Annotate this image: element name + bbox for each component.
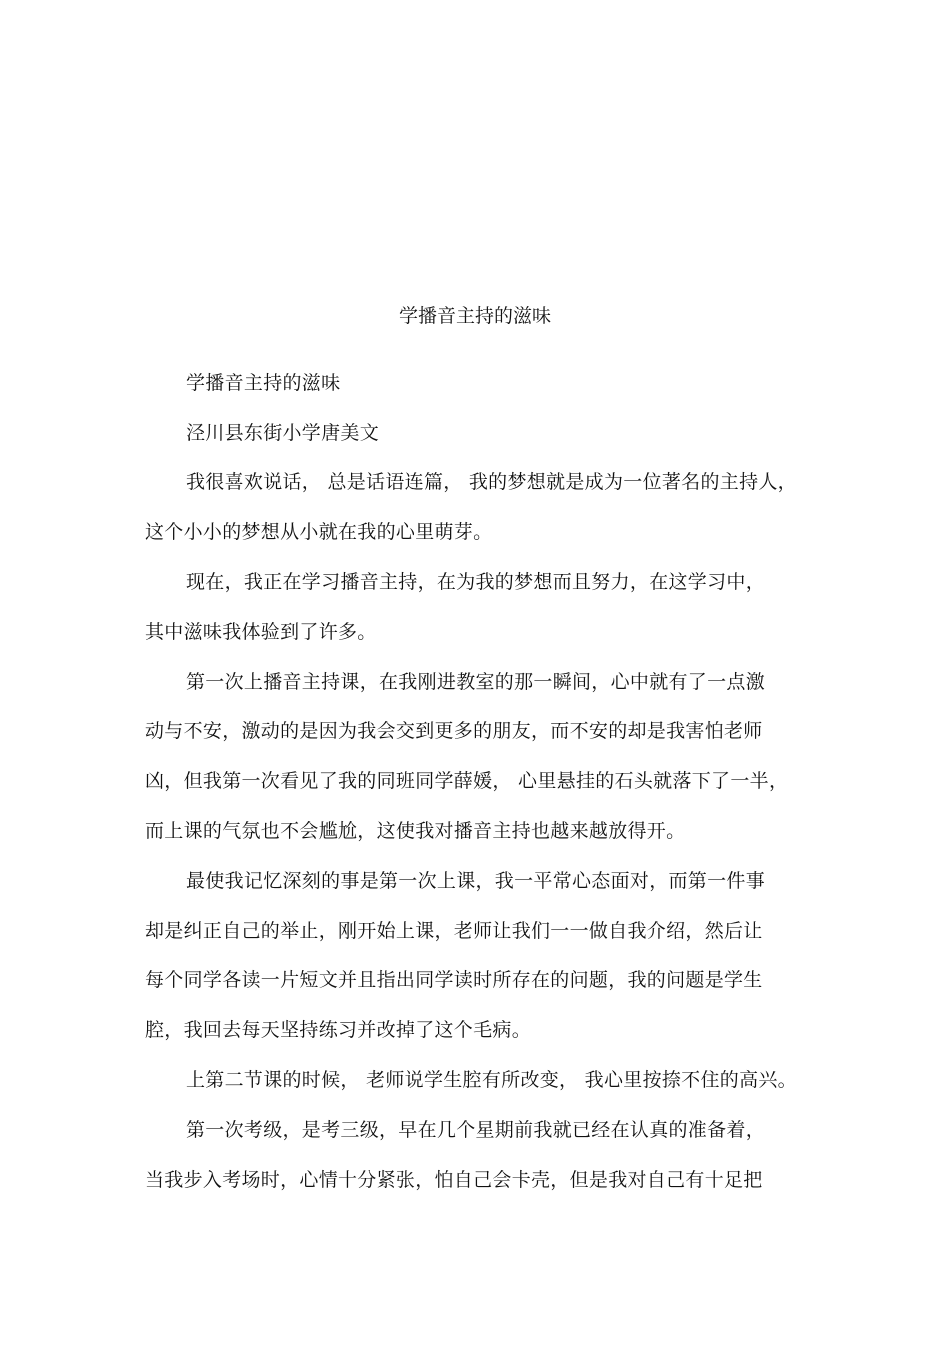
paragraph-line: 其中滋味我体验到了许多。 <box>145 621 377 643</box>
paragraph-line: 而上课的气氛也不会尴尬，这使我对播音主持也越来越放得开。 <box>145 820 686 842</box>
paragraph-line: 第一次上播音主持课，在我刚进教室的那一瞬间，心中就有了一点激 <box>186 671 766 693</box>
paragraph-line: 上第二节课的时候， 老师说学生腔有所改变， 我心里按捺不住的高兴。 <box>186 1069 797 1091</box>
paragraph-line: 凶，但我第一次看见了我的同班同学薛媛， 心里悬挂的石头就落下了一半， <box>145 770 789 792</box>
paragraph-line: 每个同学各读一片短文并且指出同学读时所存在的问题，我的问题是学生 <box>145 969 763 991</box>
paragraph-line: 这个小小的梦想从小就在我的心里萌芽。 <box>145 521 493 543</box>
paragraph-line: 却是纠正自己的举止，刚开始上课，老师让我们一一做自我介绍，然后让 <box>145 920 763 942</box>
document-subtitle: 学播音主持的滋味 <box>186 372 341 394</box>
paragraph-line: 当我步入考场时，心情十分紧张，怕自己会卡壳，但是我对自己有十足把 <box>145 1169 763 1191</box>
paragraph-line: 第一次考级，是考三级，早在几个星期前我就已经在认真的准备着， <box>186 1119 766 1141</box>
document-title: 学播音主持的滋味 <box>398 305 551 327</box>
paragraph-line: 动与不安，激动的是因为我会交到更多的朋友，而不安的却是我害怕老师 <box>145 720 763 742</box>
paragraph-line: 腔，我回去每天坚持练习并改掉了这个毛病。 <box>145 1019 532 1041</box>
paragraph-line: 最使我记忆深刻的事是第一次上课，我一平常心态面对，而第一件事 <box>186 870 766 892</box>
document-author: 泾川县东街小学唐美文 <box>186 422 380 444</box>
paragraph-line: 我很喜欢说话， 总是话语连篇， 我的梦想就是成为一位著名的主持人， <box>186 471 797 493</box>
paragraph-line: 现在，我正在学习播音主持，在为我的梦想而且努力，在这学习中， <box>186 571 766 593</box>
